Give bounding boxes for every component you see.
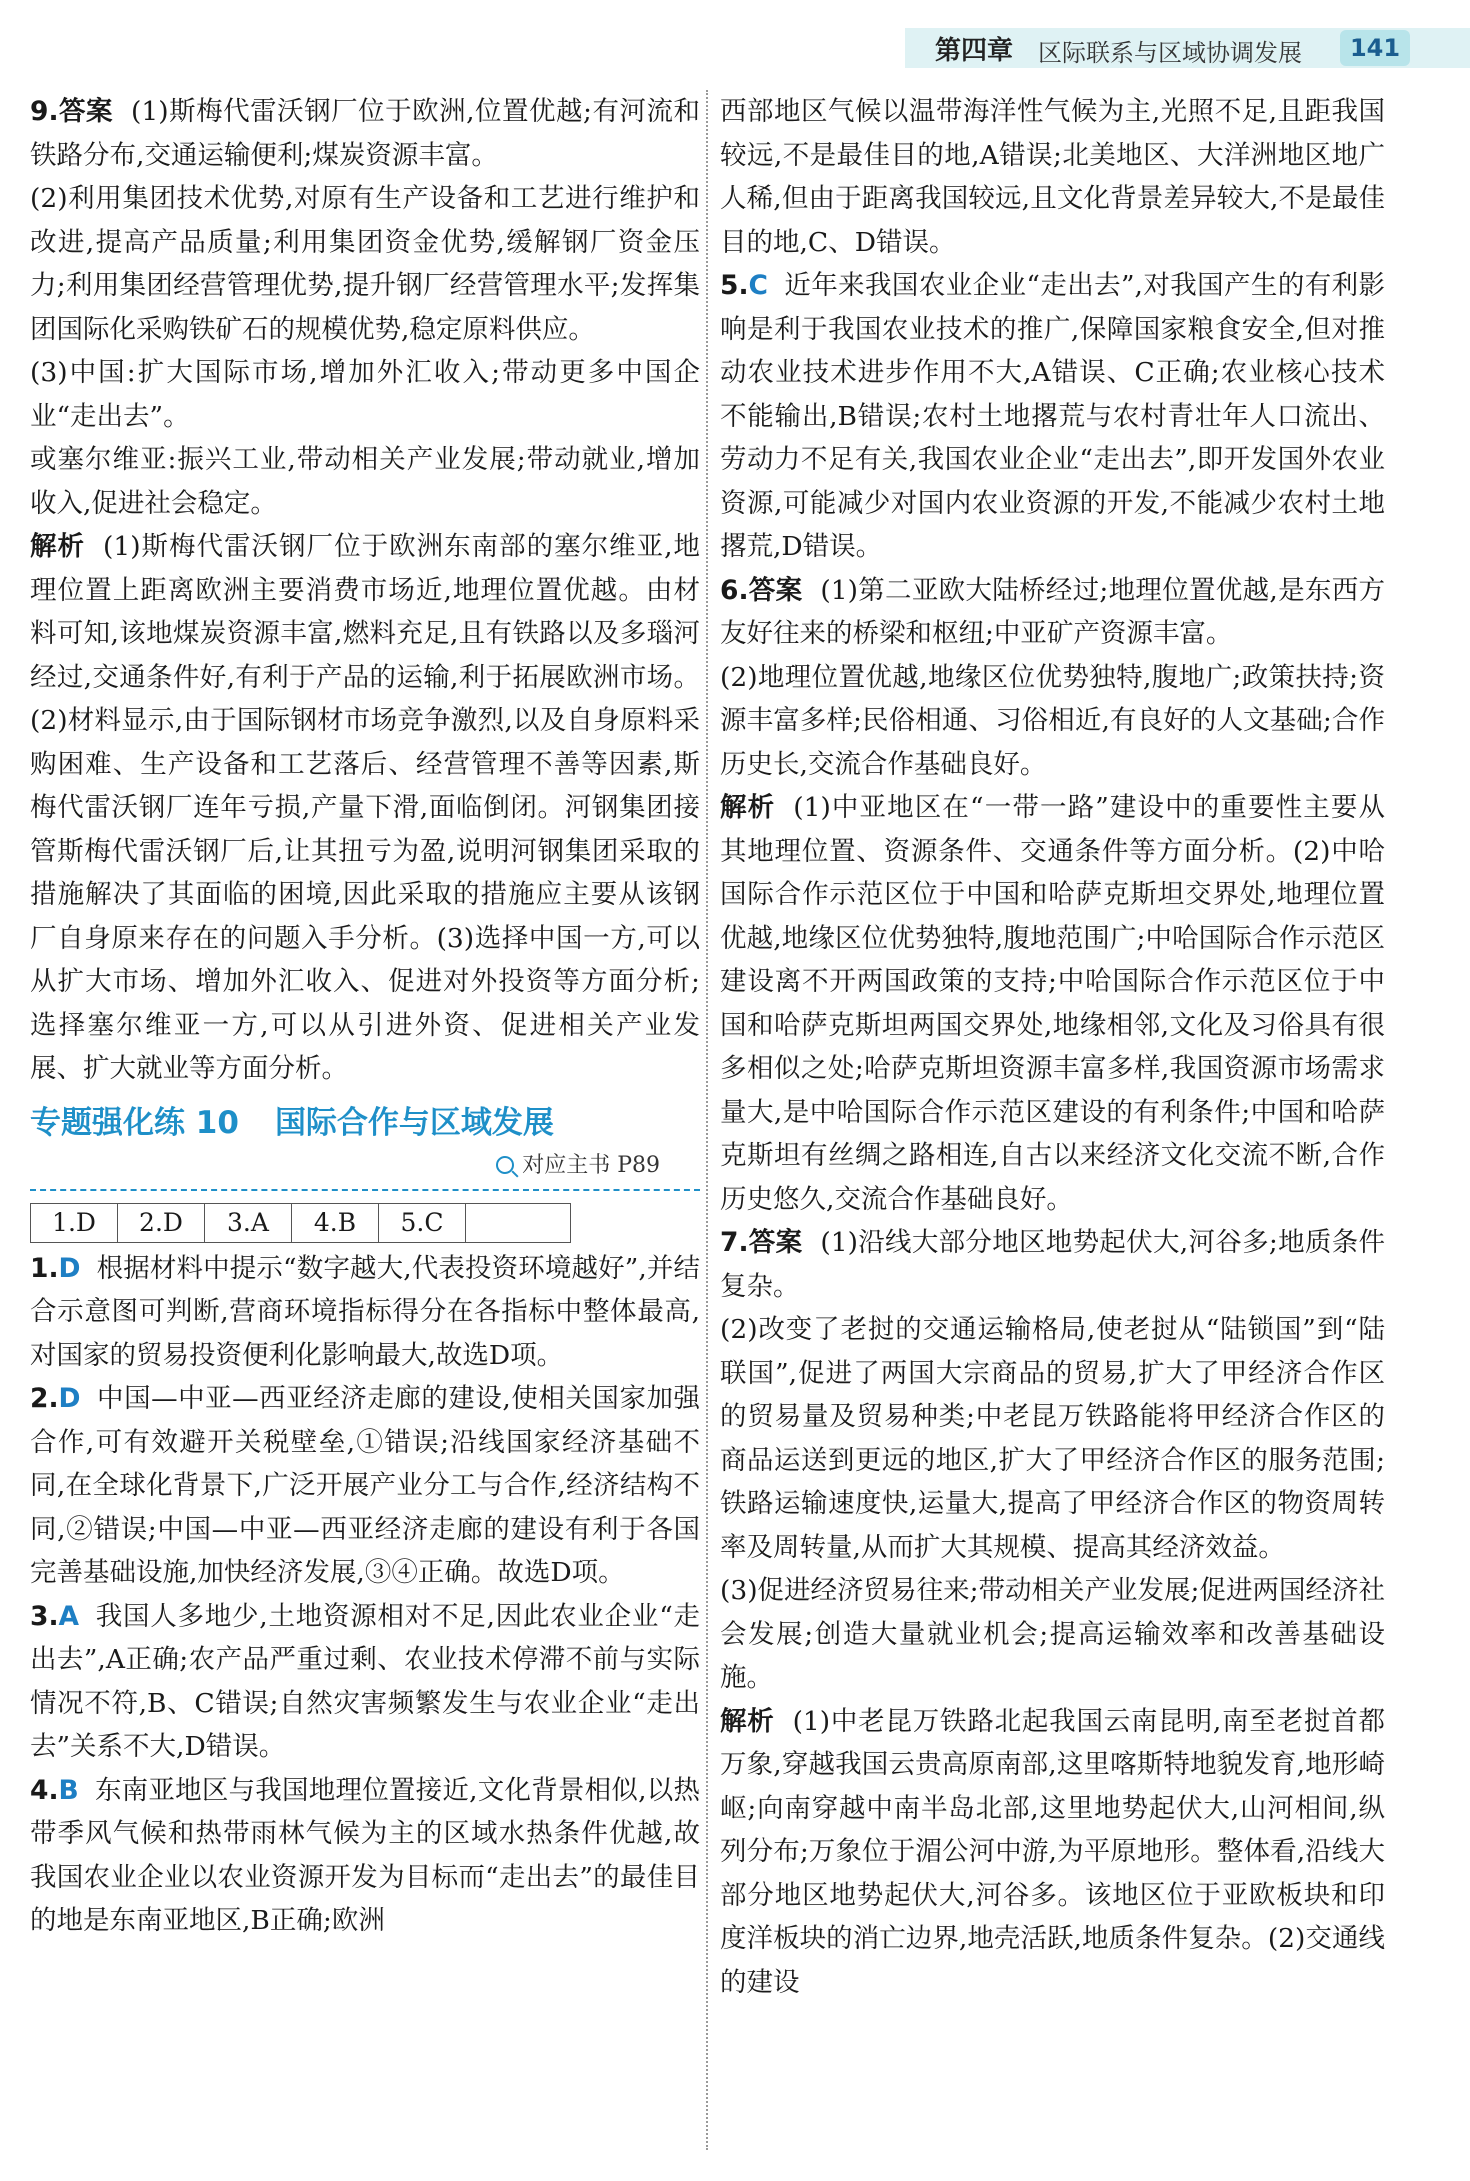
q2-text: 中国—中亚—西亚经济走廊的建设,使相关国家加强合作,可有效避开关税壁垒,①错误;沿线国家经济基础不同,在全球化背景下,广泛开展产业分工与合作,经济结构不同,②错误;中国—中亚—西亚经济走廊的建设有利于各国完善基础设施,加快经济发展,③④正确。故选D项。 — [30, 1383, 700, 1588]
q3-text: 我国人多地少,土地资源相对不足,因此农业企业“走出去”,A正确;农产品严重过剩、农业技术停滞不前与实际情况不符,B、C错误;自然灾害频繁发生与农业企业“走出去”关系不大,D错误。 — [30, 1600, 700, 1762]
q6-answer-1 — [720, 569, 1385, 656]
q6-answer-text-1: (1)第二亚欧大陆桥经过;地理位置优越,是东西方友好往来的桥梁和枢纽;中亚矿产资源丰富。 — [720, 574, 1386, 649]
section-title — [30, 1101, 700, 1145]
section-ref-row — [30, 1149, 700, 1191]
q7-answer-1 — [720, 1221, 1385, 1308]
answer-grid — [30, 1203, 571, 1243]
answer-cell: 3.A — [205, 1203, 292, 1242]
q4-continued: 西部地区气候以温带海洋性气候为主,光照不足,且距我国较远,不是最佳目的地,A错误;北美地区、大洋洲地区地广人稀,但由于距离我国较远,且文化背景差异较大,不是最佳目的地,C、D错误。 — [720, 96, 1385, 258]
right-column — [720, 90, 1385, 2004]
q9-number: 9. — [30, 96, 59, 127]
q9-answer-text-1: (1)斯梅代雷沃钢厂位于欧洲,位置优越;有河流和铁路分布,交通运输便利;煤炭资源丰富。 — [30, 96, 701, 171]
q5 — [720, 264, 1385, 569]
q1 — [30, 1247, 700, 1378]
answer-cell: 2.D — [118, 1203, 205, 1242]
q9-analysis-label: 解析 — [30, 531, 86, 562]
q1-text: 根据材料中提示“数字越大,代表投资环境越好”,并结合示意图可判断,营商环境指标得分在各指标中整体最高,对国家的贸易投资便利化影响最大,故选D项。 — [30, 1252, 700, 1371]
q6-analysis-label: 解析 — [720, 792, 776, 823]
page-number: 141 — [1340, 30, 1410, 66]
section-title-name: 国际合作与区域发展 — [274, 1104, 554, 1141]
q6-analysis — [720, 786, 1385, 1221]
q4-number: 4. — [30, 1774, 59, 1806]
q2-number: 2. — [30, 1383, 59, 1414]
q4 — [30, 1769, 700, 1943]
header-title: 区际联系与区域协调发展 — [1038, 39, 1302, 67]
answer-cell-empty — [466, 1203, 571, 1242]
search-icon — [496, 1156, 514, 1174]
chapter-label: 第四章 — [935, 36, 1014, 66]
section-title-number: 专题强化练 10 — [30, 1104, 239, 1141]
q7-analysis-text: (1)中老昆万铁路北起我国云南昆明,南至老挝首都万象,穿越我国云贵高原南部,这里喀斯特地貌发育,地形崎岖;向南穿越中南半岛北部,这里地势起伏大,山河相间,纵列分布;万象位于湄公河中游,为平原地形。整体看,沿线大部分地区地势起伏大,河谷多。该地区位于亚欧板块和印度洋板块的消亡边界,地壳活跃,地质条件复杂。(2)交通线的建设 — [720, 1705, 1386, 1998]
q7-analysis — [720, 1700, 1385, 2005]
q9-answer-1 — [30, 90, 700, 177]
q9-answer-4: 或塞尔维亚:振兴工业,带动相关产业发展;带动就业,增加收入,促进社会稳定。 — [30, 444, 700, 519]
q1-option: D — [58, 1252, 81, 1284]
q9-analysis-text: (1)斯梅代雷沃钢厂位于欧洲东南部的塞尔维亚,地理位置上距离欧洲主要消费市场近,地理位置优越。由材料可知,该地煤炭资源丰富,燃料充足,且有铁路以及多瑙河经过,交通条件好,有利于产品的运输,利于拓展欧洲市场。(2)材料显示,由于国际钢材市场竞争激烈,以及自身原料采购困难、生产设备和工艺落后、经营管理不善等因素,斯梅代雷沃钢厂连年亏损,产量下滑,面临倒闭。河钢集团接管斯梅代雷沃钢厂后,让其扭亏为盈,说明河钢集团采取的措施解决了其面临的困境,因此采取的措施应主要从该钢厂自身原来存在的问题入手分析。(3)选择中国一方,可以从扩大市场、增加外汇收入、促进对外投资等方面分析;选择塞尔维亚一方,可以从引进外资、促进相关产业发展、扩大就业等方面分析。 — [30, 531, 701, 1084]
q7-answer-text-1: (1)沿线大部分地区地势起伏大,河谷多;地质条件复杂。 — [720, 1227, 1386, 1302]
q7-analysis-label: 解析 — [720, 1705, 775, 1737]
q4-option: B — [58, 1774, 79, 1806]
q5-option: C — [748, 270, 768, 301]
q5-text: 近年来我国农业企业“走出去”,对我国产生的有利影响是利于我国农业技术的推广,保障国家粮食安全,但对推动农业技术进步作用不大,A错误、C正确;农业核心技术不能输出,B错误;农村土地撂荒与农村青壮年人口流出、劳动力不足有关,我国农业企业“走出去”,即开发国外农业资源,可能减少对国内农业资源的开发,不能减少农村土地撂荒,D错误。 — [720, 270, 1385, 562]
main-book-ref-text: 对应主书 P89 — [522, 1152, 660, 1178]
q7-answer-3: (3)促进经济贸易往来;带动相关产业发展;促进两国经济社会发展;创造大量就业机会;提高运输效率和改善基础设施。 — [720, 1575, 1385, 1693]
q3 — [30, 1595, 700, 1769]
q9-answer-3: (3)中国:扩大国际市场,增加外汇收入;带动更多中国企业“走出去”。 — [30, 357, 700, 432]
q9-analysis — [30, 525, 700, 1091]
q6-analysis-text: (1)中亚地区在“一带一路”建设中的重要性主要从其地理位置、资源条件、交通条件等方面分析。(2)中哈国际合作示范区位于中国和哈萨克斯坦交界处,地理位置优越,地缘区位优势独特,腹地范围广;中哈国际合作示范区建设离不开两国政策的支持;中哈国际合作示范区位于中国和哈萨克斯坦两国交界处,地缘相邻,文化及习俗具有很多相似之处;哈萨克斯坦资源丰富多样,我国资源市场需求量大,是中哈国际合作示范区建设的有利条件;中国和哈萨克斯坦有丝绸之路相连,自古以来经济文化交流不断,合作历史悠久,交流合作基础良好。 — [720, 792, 1385, 1215]
q7-answer-2: (2)改变了老挝的交通运输格局,使老挝从“陆锁国”到“陆联国”,促进了两国大宗商品的贸易,扩大了甲经济合作区的贸易量及贸易种类;中老昆万铁路能将甲经济合作区的商品运送到更远的地区,扩大了甲经济合作区的服务范围;铁路运输速度快,运量大,提高了甲经济合作区的物资周转率及周转量,从而扩大其规模、提高其经济效益。 — [720, 1314, 1385, 1563]
q2-option: D — [58, 1383, 81, 1414]
page-header — [0, 0, 1470, 92]
q2 — [30, 1377, 700, 1595]
q3-number: 3. — [30, 1600, 59, 1632]
answer-cell: 5.C — [379, 1203, 466, 1242]
q6-number: 6. — [720, 574, 749, 606]
q9-answer-2: (2)利用集团技术优势,对原有生产设备和工艺进行维护和改进,提高产品质量;利用集团资金优势,缓解钢厂资金压力;利用集团经营管理优势,提升钢厂经营管理水平;发挥集团国际化采购铁矿石的规模优势,稳定原料供应。 — [30, 183, 700, 345]
q3-option: A — [58, 1600, 80, 1632]
left-column — [30, 90, 700, 1943]
q6-answer-label: 答案 — [748, 574, 803, 606]
q9-answer-label: 答案 — [58, 96, 114, 127]
q7-answer-label: 答案 — [748, 1227, 803, 1258]
column-divider — [706, 90, 708, 2150]
answer-cell: 1.D — [31, 1203, 118, 1242]
q1-number: 1. — [30, 1252, 59, 1284]
answer-cell: 4.B — [292, 1203, 379, 1242]
main-book-ref — [496, 1149, 660, 1183]
q7-number: 7. — [720, 1227, 749, 1258]
q4-text: 东南亚地区与我国地理位置接近,文化背景相似,以热带季风气候和热带雨林气候为主的区域水热条件优越,故我国农业企业以农业资源开发为目标而“走出去”的最佳目的地是东南亚地区,B正确;欧洲 — [30, 1774, 700, 1936]
q6-answer-2: (2)地理位置优越,地缘区位优势独特,腹地广;政策扶持;资源丰富多样;民俗相通、习俗相近,有良好的人文基础;合作历史长,交流合作基础良好。 — [720, 661, 1385, 780]
q5-number: 5. — [720, 270, 749, 301]
